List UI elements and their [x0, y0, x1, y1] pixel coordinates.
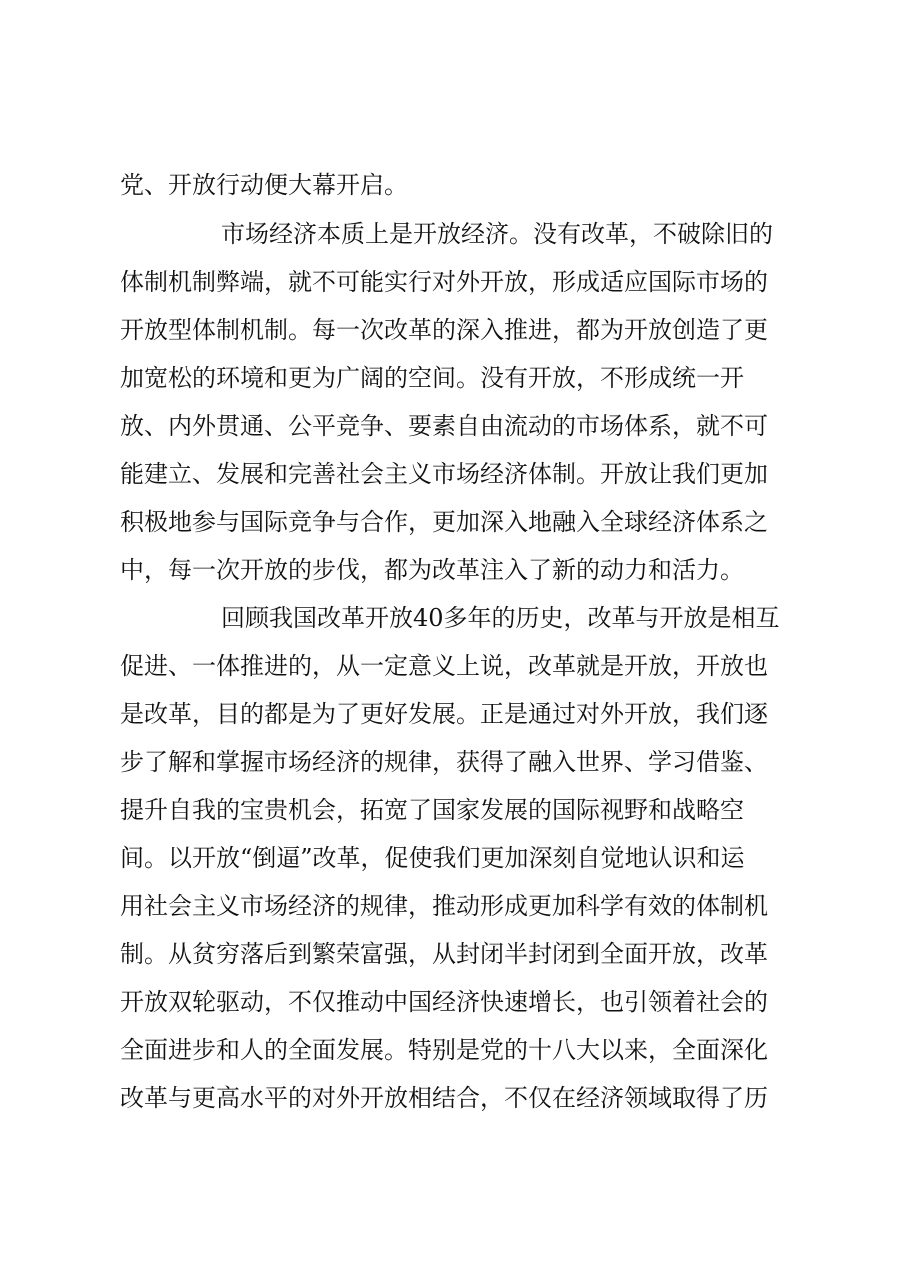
text-line: 体制机制弊端，就不可能实行对外开放，形成适应国际市场的 — [120, 268, 768, 296]
text-line: 提升自我的宝贵机会，拓宽了国家发展的国际视野和战略空 — [120, 796, 744, 824]
text-line: 党、开放行动便大幕开启。 — [120, 171, 408, 199]
text-line: 制。从贫穷落后到繁荣富强，从封闭半封闭到全面开放，改革 — [120, 940, 768, 968]
text-line: 积极地参与国际竞争与合作，更加深入地融入全球经济体系之 — [120, 508, 768, 536]
text-line: 促进、一体推进的，从一定意义上说，改革就是开放，开放也 — [120, 652, 768, 680]
text-line: 加宽松的环境和更为广阔的空间。没有开放，不形成统一开 — [120, 364, 744, 392]
text-line: 全面进步和人的全面发展。特别是党的十八大以来，全面深化 — [120, 1036, 768, 1064]
text-line: 用社会主义市场经济的规律，推动形成更加科学有效的体制机 — [120, 892, 768, 920]
text-line: 开放型体制机制。每一次改革的深入推进，都为开放创造了更 — [120, 316, 768, 344]
text-line: 开放双轮驱动，不仅推动中国经济快速增长，也引领着社会的 — [120, 988, 768, 1016]
text-line: 改革与更高水平的对外开放相结合，不仅在经济领域取得了历 — [120, 1084, 768, 1112]
text-line: 是改革，目的都是为了更好发展。正是通过对外开放，我们逐 — [120, 700, 768, 728]
text-line: 步了解和掌握市场经济的规律，获得了融入世界、学习借鉴、 — [120, 748, 768, 776]
text-line: 中，每一次开放的步伐，都为改革注入了新的动力和活力。 — [120, 556, 744, 584]
paragraph-first-line: 回顾我国改革开放40多年的历史，改革与开放是相互 — [221, 604, 780, 632]
text-line: 放、内外贯通、公平竞争、要素自由流动的市场体系，就不可 — [120, 412, 768, 440]
text-line: 间。以开放“倒逼”改革，促使我们更加深刻自觉地认识和运 — [120, 844, 745, 872]
text-line: 能建立、发展和完善社会主义市场经济体制。开放让我们更加 — [120, 460, 768, 488]
paragraph-first-line: 市场经济本质上是开放经济。没有改革，不破除旧的 — [221, 220, 773, 248]
